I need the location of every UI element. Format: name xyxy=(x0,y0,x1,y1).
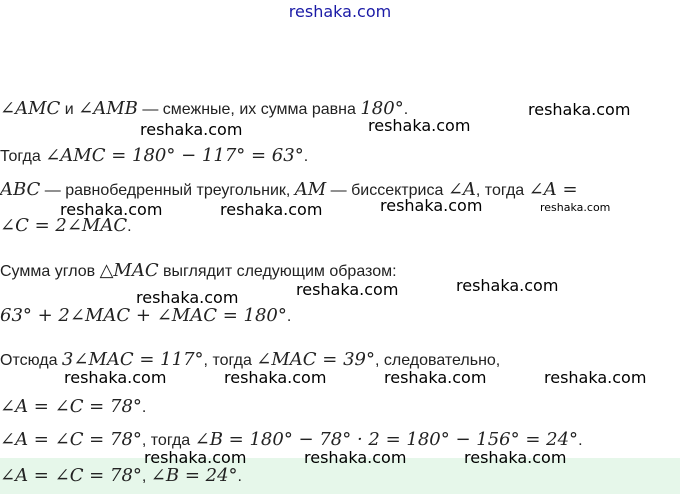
math-expression: ∠AMC xyxy=(0,98,61,119)
solution-text-fragment: . xyxy=(127,218,132,235)
watermark: reshaka.com xyxy=(64,368,167,387)
solution-line xyxy=(0,395,680,420)
watermark: reshaka.com xyxy=(456,276,559,295)
watermark: reshaka.com xyxy=(140,120,243,139)
watermark: reshaka.com xyxy=(380,196,483,215)
math-expression: ∠A = xyxy=(528,179,578,200)
watermark: reshaka.com xyxy=(144,448,247,467)
solution-text-fragment: Тогда xyxy=(0,148,46,165)
math-expression: ∠B = 24° xyxy=(150,465,238,486)
watermark: reshaka.com xyxy=(464,448,567,467)
watermark: reshaka.com xyxy=(384,368,487,387)
solution-text-fragment: , тогда xyxy=(203,352,257,369)
solution-text-fragment: . xyxy=(403,101,409,118)
header-site-link[interactable]: reshaka.com xyxy=(288,2,392,21)
solution-text-fragment: и xyxy=(60,101,79,118)
watermark: reshaka.com xyxy=(368,116,471,135)
math-expression: 63° + 2∠MAC + ∠MAC = 180° xyxy=(0,305,287,326)
solution-line xyxy=(0,144,680,169)
answer-text-fragment: . xyxy=(237,468,242,485)
math-expression: △MAC xyxy=(99,260,159,281)
watermark: reshaka.com xyxy=(528,100,631,119)
solution-text-fragment: Сумма углов xyxy=(0,263,100,280)
watermark: reshaka.com xyxy=(540,201,611,214)
watermark: reshaka.com xyxy=(60,200,163,219)
solution-line xyxy=(0,304,680,329)
math-expression: ∠A xyxy=(447,179,476,200)
solution-text-fragment: выглядит следующим образом: xyxy=(158,263,397,280)
math-expression: ∠B = 180° − 78° · 2 = 180° − 156° = 24° xyxy=(194,429,579,450)
watermark: reshaka.com xyxy=(296,280,399,299)
math-expression: ∠A = ∠C = 78° xyxy=(0,429,142,450)
solution-text-fragment: — равнобедренный треугольник, xyxy=(40,182,295,199)
math-expression: 180° xyxy=(360,98,404,119)
solution-text-fragment: — биссектриса xyxy=(326,182,448,199)
watermark: reshaka.com xyxy=(224,368,327,387)
answer-line xyxy=(0,464,680,489)
math-expression: ∠AMC = 180° − 117° = 63° xyxy=(45,145,304,166)
solution-text-fragment: . xyxy=(578,432,583,449)
solution-text-fragment: Отсюда xyxy=(0,352,62,369)
solution-text-fragment: , тогда xyxy=(475,182,529,199)
solution-text-fragment: . xyxy=(286,308,292,325)
watermark: reshaka.com xyxy=(304,448,407,467)
solution-text-fragment: . xyxy=(141,399,147,416)
watermark: reshaka.com xyxy=(136,288,239,307)
watermark: reshaka.com xyxy=(220,200,323,219)
solution-text-fragment: — смежные, их сумма равна xyxy=(137,101,361,118)
math-expression: AM xyxy=(294,179,327,200)
math-expression: ∠AMB xyxy=(78,98,138,119)
math-expression: ∠A = ∠C = 78° xyxy=(0,465,142,486)
math-expression: ABC xyxy=(0,179,41,200)
solution-text-fragment: . xyxy=(303,148,309,165)
answer-text-fragment: , xyxy=(141,468,151,485)
math-expression: ∠C = 2∠MAC xyxy=(0,215,128,236)
math-expression: ∠A = ∠C = 78° xyxy=(0,396,142,417)
watermark: reshaka.com xyxy=(544,368,647,387)
solution-text-fragment: , тогда xyxy=(141,432,195,449)
solution-text-fragment: , следовательно, xyxy=(375,352,501,369)
math-expression: ∠MAC = 39° xyxy=(256,349,375,370)
math-expression: 3∠MAC = 117° xyxy=(61,349,204,370)
